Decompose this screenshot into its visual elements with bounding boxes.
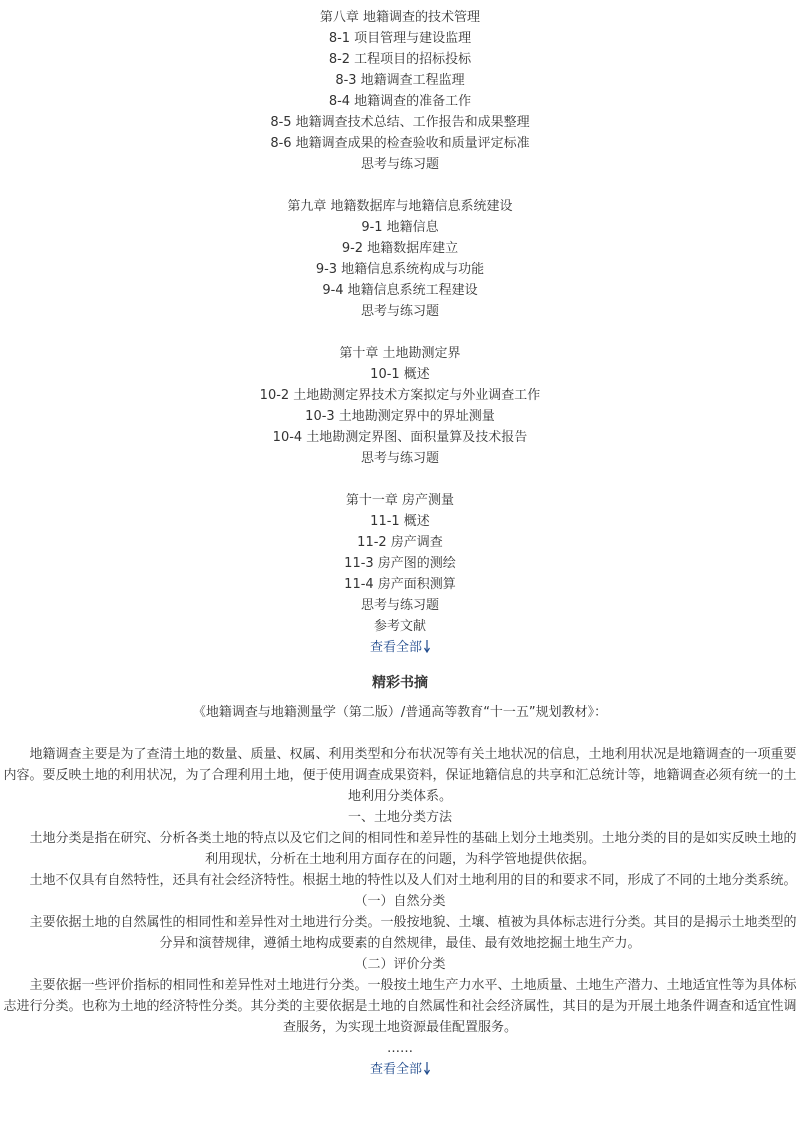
book-title-line: 《地籍调查与地籍测量学（第二版）/普通高等教育“十一五”规划教材》： [192, 705, 608, 720]
view-all-label: 查看全部 [369, 640, 422, 655]
chapter-10 [0, 343, 800, 469]
toc-item: 11-3 房产图的测绘 [344, 556, 456, 571]
toc-item: 参考文献 [373, 619, 426, 634]
chapter-8 [0, 7, 800, 175]
book-excerpt [0, 702, 800, 1059]
toc-item: 思考与练习题 [360, 598, 439, 613]
spacer [0, 175, 800, 196]
chapter-title: 第十章 土地勘测定界 [339, 346, 461, 361]
toc-item: 思考与练习题 [360, 304, 439, 319]
arrow-down-icon [424, 1061, 430, 1075]
excerpt-paragraph: 主要依据土地的自然属性的相同性和差异性对土地进行分类。一般按地貌、土壤、植被为具体标志进行分类。其目的是揭示土地类型的分异和演替规律，遵循土地构成要素的自然规律，最佳、最有效地挖掘土地生产力。 [29, 915, 797, 951]
chapter-11 [0, 490, 800, 637]
spacer [0, 469, 800, 490]
toc-item: 8-1 项目管理与建设监理 [328, 31, 472, 46]
excerpt-paragraph: 地籍调查主要是为了查清土地的数量、质量、权属、利用类型和分布状况等有关土地状况的信息，土地利用状况是地籍调查的一项重要内容。要反映土地的利用状况，为了合理利用土地，便于使用调查成果资料，保证地籍信息的共享和汇总统计等，地籍调查必须有统一的土地利用分类体系。 [3, 747, 797, 804]
toc-item: 9-4 地籍信息系统工程建设 [322, 283, 478, 298]
chapter-title: 第九章 地籍数据库与地籍信息系统建设 [287, 199, 513, 214]
arrow-down-icon [424, 639, 430, 653]
excerpt-paragraph: 主要依据一些评价指标的相同性和差异性对土地进行分类。一般按土地生产力水平、土地质量、土地生产潜力、土地适宜性等为具体标志进行分类。也称为土地的经济特性分类。其分类的主要依据是土地的自然属性和社会经济属性，其目的是为开展土地条件调查和适宜性调查服务，为实现土地资源最佳配置服务。 [3, 978, 797, 1035]
section-heading: （一）自然分类 [354, 894, 446, 909]
excerpt-paragraph: 土地不仅具有自然特性，还具有社会经济特性。根据土地的特性以及人们对土地利用的目的和要求不同，形成了不同的土地分类系统。 [29, 873, 797, 888]
toc-item: 9-3 地籍信息系统构成与功能 [315, 262, 485, 277]
toc-item: 8-2 工程项目的招标投标 [328, 52, 472, 67]
section-heading: （二）评价分类 [354, 957, 446, 972]
toc-item: 11-1 概述 [370, 514, 430, 529]
digest-view-all [0, 1059, 800, 1080]
toc-view-all [0, 637, 800, 658]
toc-item: 10-3 土地勘测定界中的界址测量 [305, 409, 495, 424]
view-all-link[interactable] [370, 1062, 430, 1077]
spacer [0, 322, 800, 343]
toc-item: 思考与练习题 [360, 451, 439, 466]
toc-item: 思考与练习题 [360, 157, 439, 172]
toc-item: 9-1 地籍信息 [361, 220, 439, 235]
toc-item: 9-2 地籍数据库建立 [341, 241, 459, 256]
view-all-label: 查看全部 [369, 1062, 422, 1077]
view-all-link[interactable] [370, 640, 430, 655]
toc-item: 8-3 地籍调查工程监理 [335, 73, 465, 88]
ellipsis: …… [387, 1041, 413, 1056]
digest-heading: 精彩书摘 [372, 675, 428, 691]
toc-item: 11-4 房产面积测算 [344, 577, 456, 592]
toc-item: 8-6 地籍调查成果的检查验收和质量评定标准 [270, 136, 530, 151]
toc-item: 8-5 地籍调查技术总结、工作报告和成果整理 [270, 115, 530, 130]
toc-item: 8-4 地籍调查的准备工作 [328, 94, 472, 109]
toc-item: 10-4 土地勘测定界图、面积量算及技术报告 [272, 430, 528, 445]
excerpt-paragraph: 土地分类是指在研究、分析各类土地的特点以及它们之间的相同性和差异性的基础上划分土地类别。土地分类的目的是如实反映土地的利用现状，分析在土地利用方面存在的问题，为科学管地提供依据。 [29, 831, 797, 867]
chapter-9 [0, 196, 800, 322]
toc-item: 10-2 土地勘测定界技术方案拟定与外业调查工作 [259, 388, 541, 403]
chapter-title: 第十一章 房产测量 [345, 493, 455, 508]
spacer [3, 723, 797, 744]
chapter-title: 第八章 地籍调查的技术管理 [319, 10, 481, 25]
section-heading: 一、土地分类方法 [347, 810, 452, 825]
toc-item: 10-1 概述 [370, 367, 430, 382]
toc-item: 11-2 房产调查 [357, 535, 443, 550]
